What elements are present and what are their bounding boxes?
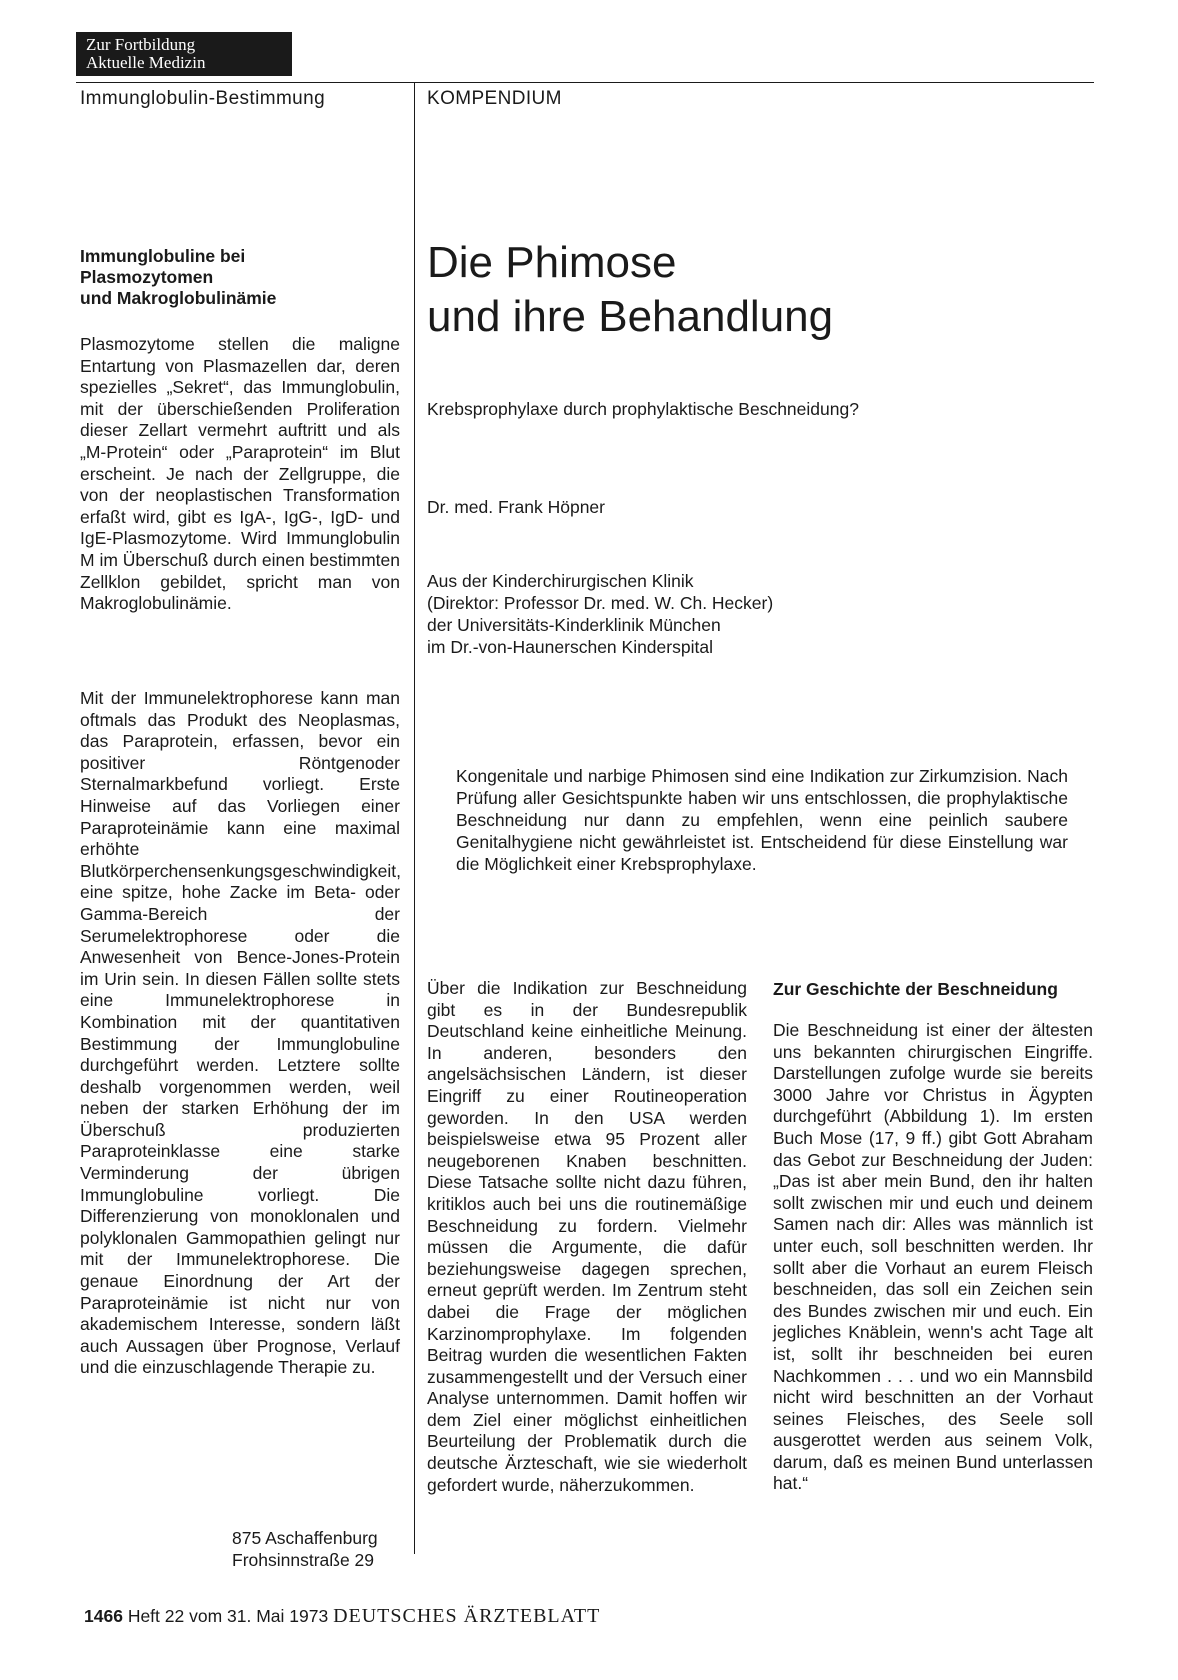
address-line-2: Frohsinnstraße 29 [232,1549,375,1570]
address-line-1: 875 Aschaffenburg [232,1528,378,1548]
page-footer [84,1605,984,1627]
affiliation-line-2: (Direktor: Professor Dr. med. W. Ch. Hecker) [427,593,774,613]
article-intro-paragraph: Über die Indikation zur Beschneidung gibt es in der Bundesrepublik Deutschland keine einheitliche Meinung. In anderen, besonders den angelsächsischen Ländern, ist dieser Eingriff zu einer Routineoperation geworden. In den USA werden beispielsweise etwa 95 Prozent aller neugeborenen Knaben beschnitten. Diese Tatsache sollte nicht dazu führen, kritiklos auch bei uns die routinemäßige Beschneidung zu fordern. Vielmehr müssen die Argumente, die dafür beziehungsweise dagegen sprechen, erneut geprüft werden. Im Zentrum steht dabei die Frage der möglichen Karzinomprophylaxe. Im folgenden Beitrag wurden die wesentlichen Fakten zusammengestellt und der Versuch einer Analyse unternommen. Damit hoffen wir dem Ziel einer möglichst einheitlichen Beurteilung der Problematik durch die deutsche Ärzteschaft, wie sie wiederholt gefordert wurde, näherzukommen. [427,978,747,1495]
affiliation-line-1: Aus der Kinderchirurgischen Klinik [427,571,694,591]
affiliation-line-3: der Universitäts-Kinderklinik München [427,615,721,635]
right-section-label: KOMPENDIUM [427,88,562,109]
affiliation-line-4: im Dr.-von-Haunerschen Kinderspital [427,637,713,657]
left-section-label: Immunglobulin-Bestimmung [80,88,326,109]
sidebar-heading-line-2: Plasmozytomen [80,267,214,287]
banner-line-2: Aktuelle Medizin [86,53,206,72]
banner-line-1: Zur Fortbildung [86,35,196,54]
article-affiliation [427,570,1067,658]
history-paragraph: Die Beschneidung ist einer der ältesten uns bekannten chirurgischen Eingriffe. Darstellungen zufolge wurde sie bereits 3000 Jahre vor Christus in Ägypten durchgeführt (Abbildung 1). Im ersten Buch Mose (17, 9 ff.) gibt Gott Abraham das Gebot zur Beschneidung der Juden: „Das ist aber mein Bund, den ihr halten sollt zwischen mir und euch und deinem Samen nach dir: Alles was männlich ist unter euch, soll beschnitten werden. Ihr sollt aber die Vorhaut an eurem Fleisch beschneiden, das soll ein Zeichen sein des Bundes zwischen mir und euch. Ein jegliches Knäblein, wenn's acht Tage alt ist, sollt ihr beschneiden bei euren Nachkommen . . . und wo ein Mannsbild nicht wird beschnitten an der Vorhaut seines Fleisches, des Seele soll ausgerottet werden aus seinem Volk, darum, daß es meinen Bund unterlassen hat.“ [773,1020,1093,1494]
column-divider [414,82,415,1554]
article-author: Dr. med. Frank Höpner [427,497,605,517]
article-title-line-1: Die Phimose [427,238,677,287]
sidebar-paragraph-2: Mit der Immunelektrophorese kann man oftmals das Produkt des Neoplasmas, das Paraprotein, erfassen, bevor ein positiver Röntgenoder Sternalmarkbefund vorliegt. Erste Hinweise auf das Vorliegen einer Paraproteinämie kann eine maximal erhöhte Blutkörperchensenkungsgeschwindigkeit, eine spitze, hohe Zacke im Beta- oder Gamma-Bereich der Serumelektrophorese oder die Anwesenheit von Bence-Jones-Protein im Urin sein. In diesen Fällen sollte stets eine Immunelektrophorese in Kombination mit der quantitativen Bestimmung der Immunglobuline durchgeführt werden. Letztere sollte deshalb vorgenommen werden, weil neben der starken Erhöhung der im Überschuß produzierten Paraproteinklasse eine starke Verminderung der übrigen Immunglobuline vorliegt. Die Differenzierung von monoklonalen und polyklonalen Gammopathien gelingt nur mit der Immunelektrophorese. Die genaue Einordnung der Art der Paraproteinämie ist nicht nur von akademischem Interesse, sondern läßt auch Aussagen über Prognose, Verlauf und die einzuschlagende Therapie zu. [80,688,402,1378]
sidebar-paragraph-1: Plasmozytome stellen die maligne Entartung von Plasmazellen dar, deren spezielles „Sekret“, das Immunglobulin, mit der überschießenden Proliferation dieser Zellart vermehrt auftritt und als „M-Protein“ oder „Paraprotein“ im Blut erscheint. Je nach der Zellgruppe, die von der neoplastischen Transformation erfaßt wird, gibt es IgA-, IgG-, IgD- und IgE-Plasmozytome. Wird Immunglobulin M im Überschuß durch einen bestimmten Zellklon gebildet, spricht man von Makroglobulinämie. [80,334,400,614]
section-banner [76,32,292,76]
sidebar-heading-line-3: und Makroglobulinämie [80,288,277,308]
article-title-line-2: und ihre Behandlung [427,292,834,341]
sidebar-heading-line-1: Immunglobuline bei [80,246,246,266]
page-number: 1466 [84,1606,123,1626]
issue-info: Heft 22 vom 31. Mai 1973 [127,1606,329,1626]
history-section-heading: Zur Geschichte der Beschneidung [773,979,1058,999]
journal-name: DEUTSCHES ÄRZTEBLATT [333,1605,601,1627]
article-subtitle: Krebsprophylaxe durch prophylaktische Beschneidung? [427,399,859,419]
top-rule [76,82,1094,83]
article-title [427,236,1067,344]
sidebar-heading [80,246,410,309]
article-abstract: Kongenitale und narbige Phimosen sind eine Indikation zur Zirkumzision. Nach Prüfung aller Gesichtspunkte haben wir uns entschlossen, die prophylaktische Beschneidung nur dann zu empfehlen, wenn eine peinlich saubere Genitalhygiene nicht gewährleistet ist. Entscheidend für diese Einstellung war die Möglichkeit einer Krebsprophylaxe. [456,766,1068,874]
sidebar-address [232,1528,402,1571]
